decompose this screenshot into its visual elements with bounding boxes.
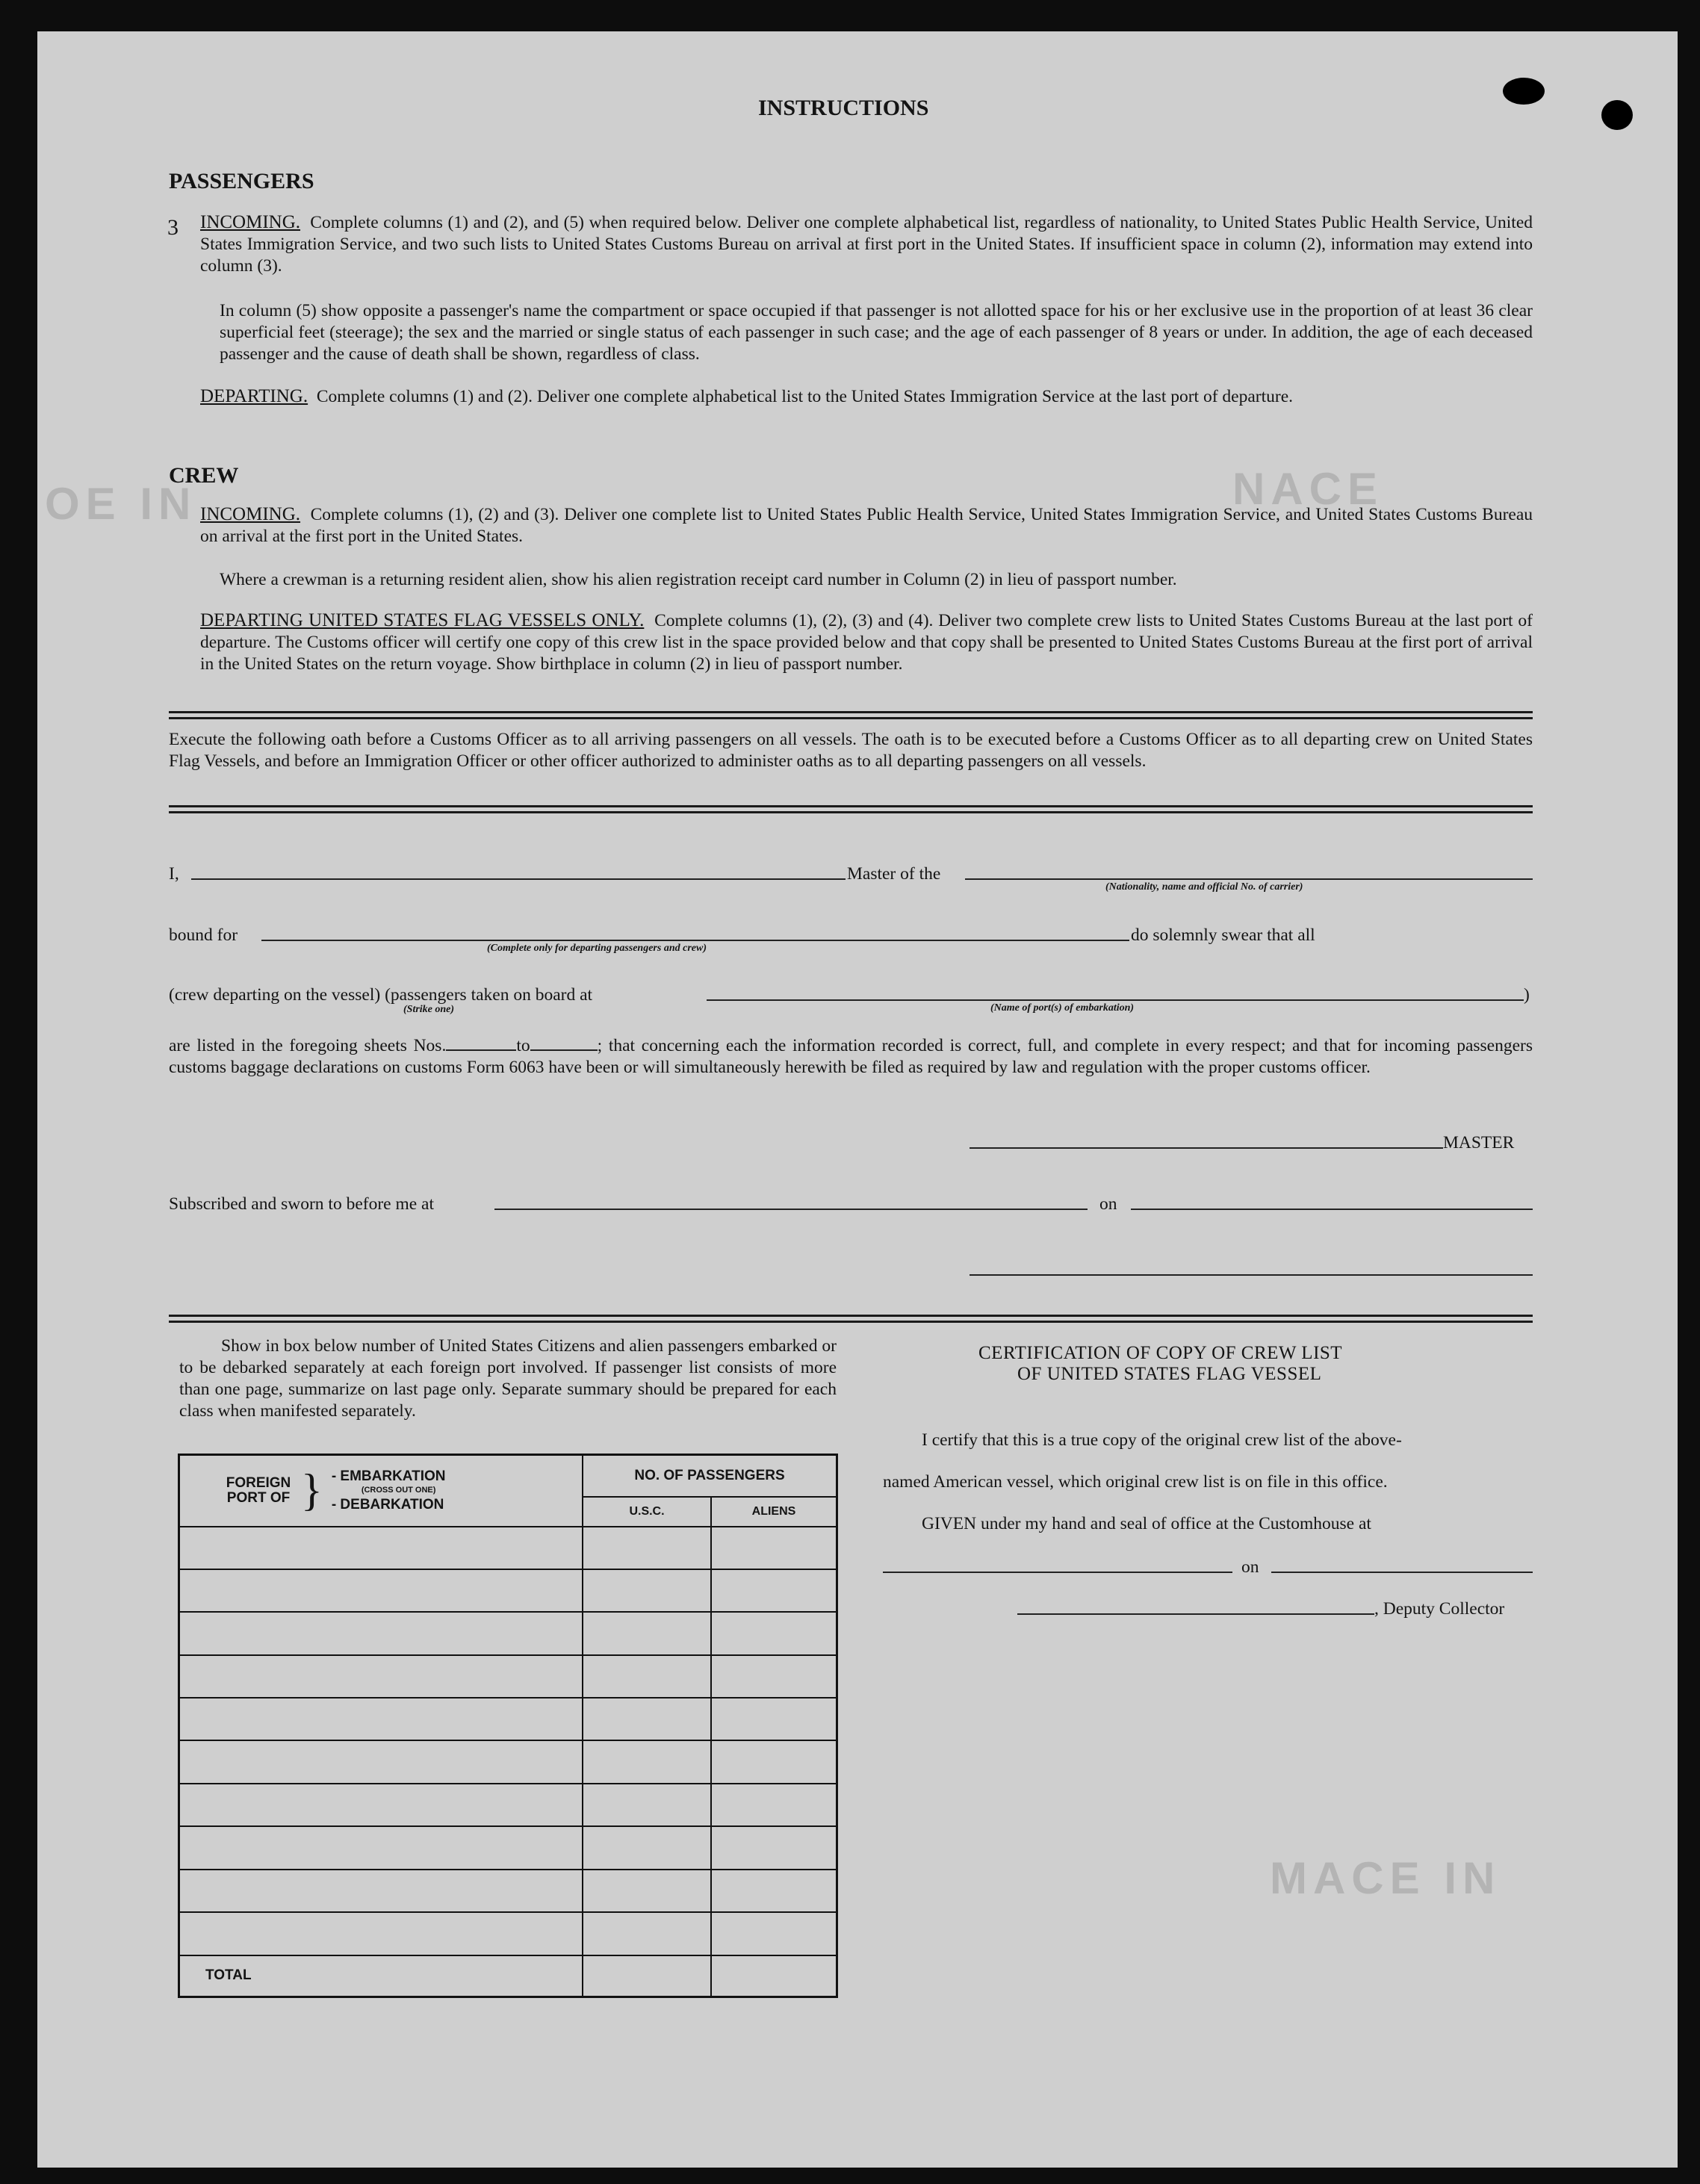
divider <box>169 1321 1533 1323</box>
divider <box>169 1315 1533 1317</box>
oath-instructions: Execute the following oath before a Customs Officer as to all arriving passengers on all vessels. The oath is to be executed before a Customs Officer as to all departing crew on United States Flag Vessels, and before an Immigration Officer or other officer authorized to administer oaths as to all departing passengers on all vessels. <box>169 730 1533 771</box>
bleed-through-left: OE IN <box>45 479 197 529</box>
subscribed-on-label: on <box>1099 1194 1117 1214</box>
table-row[interactable] <box>179 1826 837 1869</box>
table-row[interactable] <box>179 1612 837 1654</box>
customhouse-line[interactable] <box>883 1572 1232 1573</box>
passengers-column5: In column (5) show opposite a passenger's name the compartment or space occupied if that passenger is not allotted space for his or her exclusive use in the proportion of at least 36 clear superficial feet (steerage); the sex and the married or single status of each passenger in such case; and the age of each passenger of 8 years or under. In addition, the age of each deceased passenger and the cause of death shall be shown, regardless of class. <box>220 301 1533 364</box>
certification-date-line[interactable] <box>1271 1572 1533 1573</box>
crew-departing-label: DEPARTING UNITED STATES FLAG VESSELS ONLY. <box>200 610 645 630</box>
deputy-collector-label: , Deputy Collector <box>1374 1599 1505 1619</box>
table-row[interactable] <box>179 1698 837 1740</box>
given-line: GIVEN under my hand and seal of office at the Customhouse at <box>922 1514 1371 1533</box>
swear-label: do solemnly swear that all <box>1131 925 1315 945</box>
bound-for-line[interactable] <box>261 940 1129 941</box>
passengers-incoming-label: INCOMING. <box>200 212 301 232</box>
foreign-port-label: FOREIGN PORT OF <box>226 1474 291 1506</box>
crew-incoming-text: Complete columns (1), (2) and (3). Deliver one complete list to United States Public Health Service, United States Immigration Service, and United States Customs Bureau on arrival at the first port in the United States. <box>200 505 1533 546</box>
brace: } <box>301 1465 323 1516</box>
bleed-through-right: NACE <box>1232 464 1384 514</box>
certification-title-2: OF UNITED STATES FLAG VESSEL <box>1017 1364 1322 1384</box>
passengers-departing-text: Complete columns (1) and (2). Deliver one complete alphabetical list to the United States Immigration Service at the last port of departure. <box>316 387 1293 406</box>
port-header <box>179 1455 583 1527</box>
page-title: INSTRUCTIONS <box>758 96 929 120</box>
bleed-through-bottom: MACE IN <box>1270 1853 1501 1903</box>
table-row[interactable] <box>179 1740 837 1783</box>
listed-a: are listed in the foregoing sheets Nos. <box>169 1036 447 1055</box>
subscribed-label: Subscribed and sworn to before me at <box>169 1194 435 1214</box>
officer-signature-line[interactable] <box>970 1274 1533 1276</box>
divider <box>169 811 1533 813</box>
crew-departing-text: Complete columns (1), (2), (3) and (4). Deliver two complete crew lists to United States Customs Bureau at the last port of departure. The Customs officer will certify one copy of this crew list in the space provided below and that copy shall be presented to United States Customs Bureau at the first port of arrival in the United States on the return voyage. Show birthplace in column (2) in lieu of passport number. <box>200 611 1533 674</box>
table-row[interactable] <box>179 1870 837 1912</box>
bound-for-label: bound for <box>169 925 238 945</box>
master-of-label: Master of the <box>847 864 941 884</box>
crew-incoming-label: INCOMING. <box>200 504 301 524</box>
certification-title-1: CERTIFICATION OF COPY OF CREW LIST <box>978 1343 1343 1363</box>
debarkation-label: - DEBARKATION <box>331 1497 444 1513</box>
embarkation-ports-line[interactable] <box>707 999 1524 1001</box>
carrier-note: (Nationality, name and official No. of carrier) <box>1105 881 1303 893</box>
listed-b: ; that concerning each the information recorded is correct, full, and complete in every respect; and that for incoming passengers customs baggage declarations on customs Form 6063 have been or will simultaneously herewith be filed as required by law and regulation with the proper customs officer. <box>169 1036 1533 1077</box>
table-row[interactable] <box>179 1527 837 1569</box>
aliens-header: ALIENS <box>711 1497 837 1527</box>
divider <box>169 805 1533 807</box>
passengers-incoming-text: Complete columns (1) and (2), and (5) when required below. Deliver one complete alphabetical list, regardless of nationality, to United States Public Health Service, United States Immigration Service, and two such lists to United States Customs Bureau on arrival at first port in the United States. If insufficient space in column (2), information may extend into column (3). <box>200 213 1533 276</box>
embarkation-label: - EMBARKATION <box>331 1468 446 1485</box>
oath-i-label: I, <box>169 864 179 884</box>
crew-heading: CREW <box>169 463 239 488</box>
ports-note: (Name of port(s) of embarkation) <box>990 1002 1135 1014</box>
passengers-incoming <box>200 211 1533 277</box>
passengers-departing-label: DEPARTING. <box>200 386 308 406</box>
certification-on-label: on <box>1241 1557 1259 1577</box>
margin-number: 3 <box>167 215 179 240</box>
passenger-summary-table <box>178 1454 838 1998</box>
no-passengers-header: NO. OF PASSENGERS <box>583 1455 837 1497</box>
close-paren: ) <box>1524 985 1530 1005</box>
master-signature-line[interactable] <box>970 1147 1443 1149</box>
divider <box>169 717 1533 719</box>
ink-blot <box>1503 78 1545 105</box>
usc-header: U.S.C. <box>583 1497 711 1527</box>
passengers-departing <box>200 385 1533 408</box>
table-row[interactable] <box>179 1655 837 1698</box>
carrier-line[interactable] <box>965 878 1533 880</box>
table-row[interactable] <box>179 1912 837 1955</box>
total-label: TOTAL <box>179 1955 583 1997</box>
subscribed-date-line[interactable] <box>1131 1209 1533 1210</box>
crew-resident: Where a crewman is a returning resident alien, show his alien registration receipt card number in Column (2) in lieu of passport number. <box>220 570 1177 589</box>
master-name-line[interactable] <box>191 878 846 880</box>
cross-out-label: (CROSS OUT ONE) <box>361 1486 436 1495</box>
strike-note: (Strike one) <box>403 1004 455 1015</box>
ink-blot <box>1601 100 1633 130</box>
complete-note: (Complete only for departing passengers and crew) <box>487 943 707 954</box>
crew-incoming <box>200 503 1533 547</box>
total-row[interactable] <box>179 1955 837 1997</box>
table-row[interactable] <box>179 1784 837 1826</box>
certify-line-2: named American vessel, which original crew list is on file in this office. <box>883 1472 1388 1492</box>
listed-text <box>169 1035 1533 1079</box>
crew-departing-label: (crew departing on the vessel) (passengers taken on board at <box>169 985 593 1005</box>
subscribed-place-line[interactable] <box>494 1209 1088 1210</box>
certify-line-1: I certify that this is a true copy of the original crew list of the above- <box>922 1430 1402 1450</box>
master-label: MASTER <box>1443 1133 1515 1153</box>
listed-to: to <box>516 1036 530 1055</box>
table-row[interactable] <box>179 1569 837 1612</box>
passengers-heading: PASSENGERS <box>169 169 314 193</box>
crew-departing <box>200 609 1533 675</box>
divider <box>169 711 1533 713</box>
deputy-signature-line[interactable] <box>1017 1613 1374 1615</box>
summary-instructions: Show in box below number of United States Citizens and alien passengers embarked or to be debarked separately at each foreign port involved. If passenger list consists of more than one page, summarize on last page only. Separate summary should be prepared for each class when manifested separately. <box>179 1336 837 1421</box>
